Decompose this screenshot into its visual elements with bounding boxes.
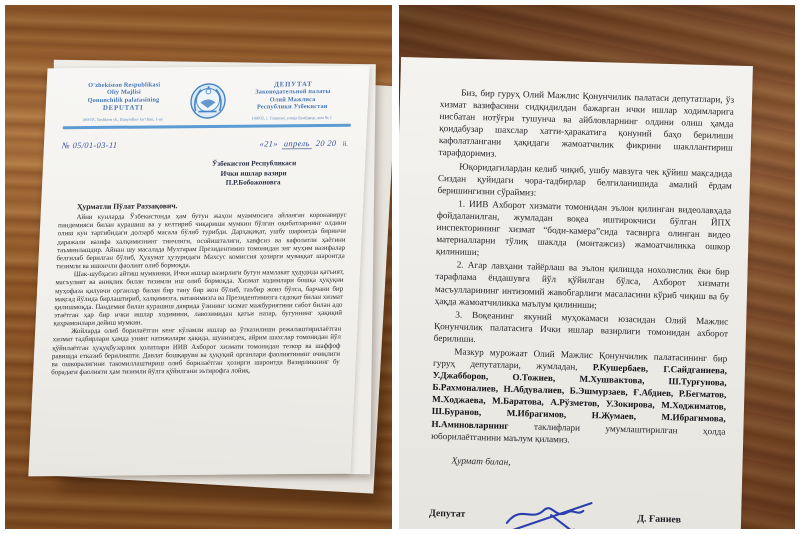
date-month: апрель: [282, 139, 312, 149]
date-line: [257, 139, 350, 149]
letterhead-line: O'zbekiston Respublikasi: [88, 81, 161, 90]
photo-right-wood-table: [399, 5, 795, 529]
closing-suffix: таклифлари умумлаштирилган ҳолда юборилаётганини маълум қиламиз.: [431, 420, 726, 445]
salutation: Ҳурматли Пўлат Раззақович.: [76, 201, 178, 212]
letterhead-divider-line: [63, 124, 351, 130]
recipient-line: Ички ишлар вазири: [220, 168, 287, 178]
numbered-item: 1. ИИВ Ахборот хизмати томонидан эълон қилинган видеолавҳада фойдаланилган, жумладан воқеа иштирокчиси бўлган ЙПХ инспекторининг хизмат “боди-камера”сида тасвирга олинган видео материалларни тўлиқ шаклда (монтажсиз) жамоатчиликка ошкор қилиниши;: [435, 198, 732, 258]
signature-title: Депутат: [428, 508, 466, 521]
letterhead-address: 100035, Toshkent sh., Bunyodkor ko'chasi, 1-uy: [82, 116, 164, 122]
paragraph: Юқоридагилардан келиб чиқиб, ушбу мавзуга чек қўйиш мақсадида Сиздан қуйидаги чора-тадбирлар белгиланишида амалий ёрдам беришингизни сўраймиз:: [437, 161, 733, 198]
letterhead-line: Qonunchilik palatasining: [87, 96, 160, 104]
recipient-line: Ўзбекистон Республикаси: [211, 159, 297, 168]
closing-paragraph: [431, 345, 727, 449]
recipient-line: П.Р.Бобожоновга: [225, 178, 281, 188]
letterhead-right-block: [232, 80, 353, 121]
numbered-item: 2. Агар лавҳани тайёрлаш ва эълон қилишда нохолислик ёки бир тарафлама ёндашувга йўл қўйилган бўлса, Ахборот хизмати масъулларининг интизомий жавобгарлиги масаласини кўриб чиқиш ва бу ҳақда жамоатчиликка маълум қилиниши;: [434, 259, 730, 310]
letterhead-line: Республики Узбекистан: [256, 103, 328, 111]
paragraph: Жойларда олиб борилаётган кенг кўламли ишлар ва ўтказилиши режалаштирилаётган хизмат тадбирлари ҳамда унинг натижалари ҳақида, шунингдек, айрим шахслар томонидан йўл қўйилаётган ҳуқуқбузарлик ҳолатлари ИИВ Ахборот хизмати томонидан тезкор ва шаффоф равишда етказиб берилияпти. Давлат бошқаруви ва ҳуқуқий органлари фаолиятининг очиқлиги ва ошкоралигини такомиллаштириш олиб борилаётган ҳозирги шароитда Вазирликнинг бу борадаги фаолияти ҳам тизимли йўлга қўйилгани эътирофга лойиқ.: [51, 326, 342, 377]
closing-regards: Ҳурмат билан,: [451, 456, 511, 468]
uzbekistan-emblem-icon: [185, 81, 231, 121]
ref-number-handwritten: № 05/01-03-11: [61, 140, 118, 151]
letterhead: [63, 80, 353, 123]
date-year: 20 20: [315, 138, 337, 149]
deputies-names-list: Р.Кушербаев, Г.Сайдганиева, У.Джабборов, О.Тожиев, М.Хушвактова, Ш.Турғунова, Б.Рахмоналиев, Н.Абдувалиев, Б.Эшмурзаев, Ғ.Абдиев, Р.Бегматов, М.Ходжаева, М.Баратова, А.Рўзметов, У.Зокирова, М.Ходжиматов, Ш.Буранов, М.Ибрагимов, Н.Жумаев, М.Ибрагимова, Н.Аминовларнинг: [431, 362, 728, 431]
paragraph: Шак-шубҳасиз айтиш мумкинки, Ички ишлар вазирлиги бутун мамлакат ҳудудида қатъият, масъулият ва аниқлик билан тизимли иш олиб бормоқда. Хизмат ходимлари бошқа ҳуқуқни муҳофаза қилувчи органлар билан бир тану бир жон бўлиб, таъбир жоиз бўлса, барчани бир мақсад йўлида бирлаштириб, халқимизга, ватанимизга ва Президентимизга садоқат билан хизмат қилишмоқда. Пандемия билан курашиш даврида ўзининг хизмат мажбуриятини сабот билан адо этаётган ҳар бир ички ишлар ходимини, лавозимидан қатъи назар, бугуннинг ҳақиқий қаҳрамонлари дейиш мумкин.: [53, 268, 345, 328]
paragraph: Айни кунларда Ўзбекистонда ҳам бутун жаҳон муаммосига айланган коронавирус пандемияси билан курашиш ва у келтириб чиқариши мумкин бўлган оқибатларнинг олдини олиш кун тартибидаги долзарб масала бўлиб турибди. Дарҳақиқат, ушбу шароитда биринчи даражали вазифа халқимизнинг тинчлиги, осойишталиги, хавфсиз ва кафолатли ҳаётини таъминлашдир. Айнан шу масалада Мухтарам Президентимиз томонидан энг муҳим вазифалар белгилаб берилган бўлиб, Ҳукумат ҳузуридаги Махсус комиссия ҳозирги муваққат шароитда тизимли ва ишончли фаолият олиб бормоқда.: [56, 211, 347, 271]
recipient-block: [194, 159, 313, 189]
photo-left-wood-table: [5, 5, 392, 529]
letter-body-page-1: [51, 212, 347, 378]
letterhead-line: Oliy Majlisi: [106, 88, 142, 97]
date-suffix: й.: [342, 139, 349, 148]
closing-prefix: Мазкур мурожаат Олий Мажлис Қонунчилик палатасининг бир гуруҳ депутатлари, жумладан,: [432, 346, 728, 373]
signature-block: [429, 492, 724, 529]
date-day: «21»: [259, 139, 279, 149]
letterhead-line: Олий Мажлиса: [269, 95, 316, 104]
letterhead-line: Законодательной палаты: [255, 88, 331, 96]
letter-page-2: [399, 57, 753, 529]
letter-body-page-2: [431, 86, 734, 449]
signatory-name: Д. Ғаниев: [637, 513, 682, 526]
signature-ink-icon: [465, 493, 638, 529]
letterhead-address: 100035, г. Ташкент, улица Бунёдкор, дом № 1: [251, 114, 333, 121]
letterhead-caps: ДЕПУТАТ: [274, 81, 313, 89]
numbered-item: 3. Воқеанинг якуний муҳокамаси юзасидан Олий Мажлис Қонунчилик палатасига Ички ишлар вазирлиги томонидан ахборот берилиши.: [433, 309, 729, 344]
letter-page-1: [28, 66, 369, 477]
letterhead-caps: DEPUTATI: [102, 104, 144, 113]
paragraph: Биз, бир гуруҳ Олий Мажлис Қонунчилик палатаси депутатлари, ўз хизмат вазифасини сидқидилдан бажарган ички ишлар ходимларига нисбатан нотўғри тушунча ва айбловларнинг олдини олиш ҳамда қоидабузар шахслар хатти-ҳаракатига қонуний баҳо берилиши кафолатлангани ҳақидаги жамоатчилик фикрини шакллантириш тарафдоримиз.: [438, 87, 735, 159]
letterhead-left-block: [63, 81, 184, 122]
